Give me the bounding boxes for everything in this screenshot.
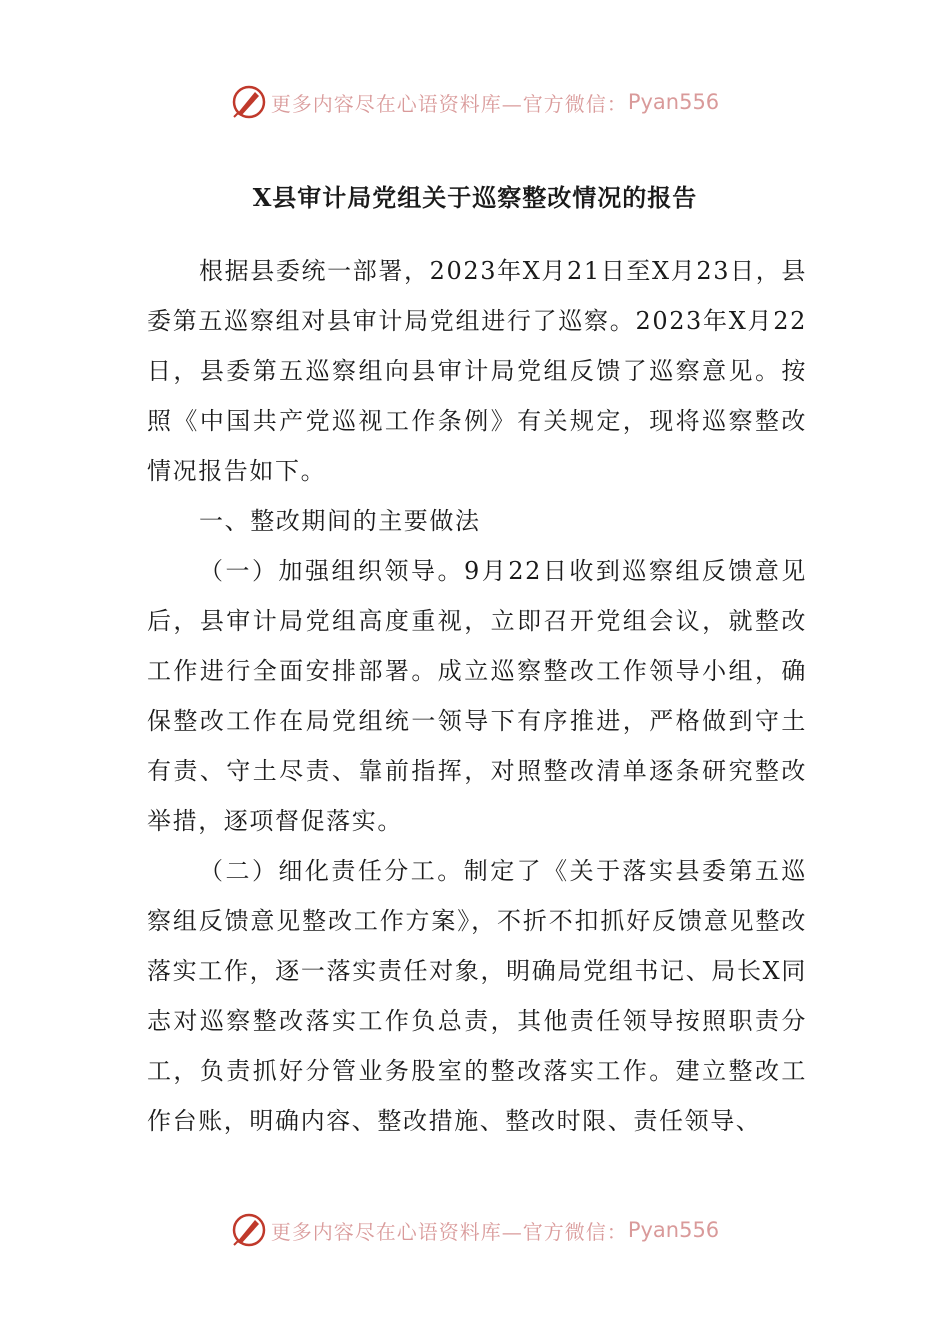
- watermark-text: 更多内容尽在心语资料库—官方微信：: [270, 1219, 628, 1244]
- document-title: X县审计局党组关于巡察整改情况的报告: [252, 183, 698, 212]
- paragraph-responsibility: （二）细化责任分工。制定了《关于落实县委第五巡察组反馈意见整改工作方案》，不折不扣抓好反馈意见整改落实工作，逐一落实责任对象，明确局党组书记、局长X同志对巡察整改落实工作负总责，其他责任领导按照职责分工，负责抓好分管业务股室的整改落实工作。建立整改工作台账，明确内容、整改措施、整改时限、责任领导、: [147, 857, 807, 1135]
- watermark-wechat-id: Pyan556: [627, 90, 720, 114]
- quill-logo-icon: [231, 84, 267, 120]
- document-body: [147, 246, 807, 1146]
- header-watermark: [0, 82, 950, 122]
- paragraph-organization: （一）加强组织领导。9月22日收到巡察组反馈意见后，县审计局党组高度重视，立即召开党组会议，就整改工作进行全面安排部署。成立巡察整改工作领导小组，确保整改工作在局党组统一领导下有序推进，严格做到守土有责、守土尽责、靠前指挥，对照整改清单逐条研究整改举措，逐项督促落实。: [147, 557, 807, 835]
- footer-watermark: [0, 1210, 950, 1250]
- quill-logo-icon: [231, 1212, 267, 1248]
- watermark-wechat-id: Pyan556: [627, 1218, 720, 1242]
- paragraph-intro: 根据县委统一部署，2023年X月21日至X月23日，县委第五巡察组对县审计局党组进行了巡察。2023年X月22日，县委第五巡察组向县审计局党组反馈了巡察意见。按照《中国共产党巡视工作条例》有关规定，现将巡察整改情况报告如下。: [147, 257, 807, 485]
- watermark-text: 更多内容尽在心语资料库—官方微信：: [270, 91, 628, 116]
- section-heading-1: 一、整改期间的主要做法: [199, 507, 481, 535]
